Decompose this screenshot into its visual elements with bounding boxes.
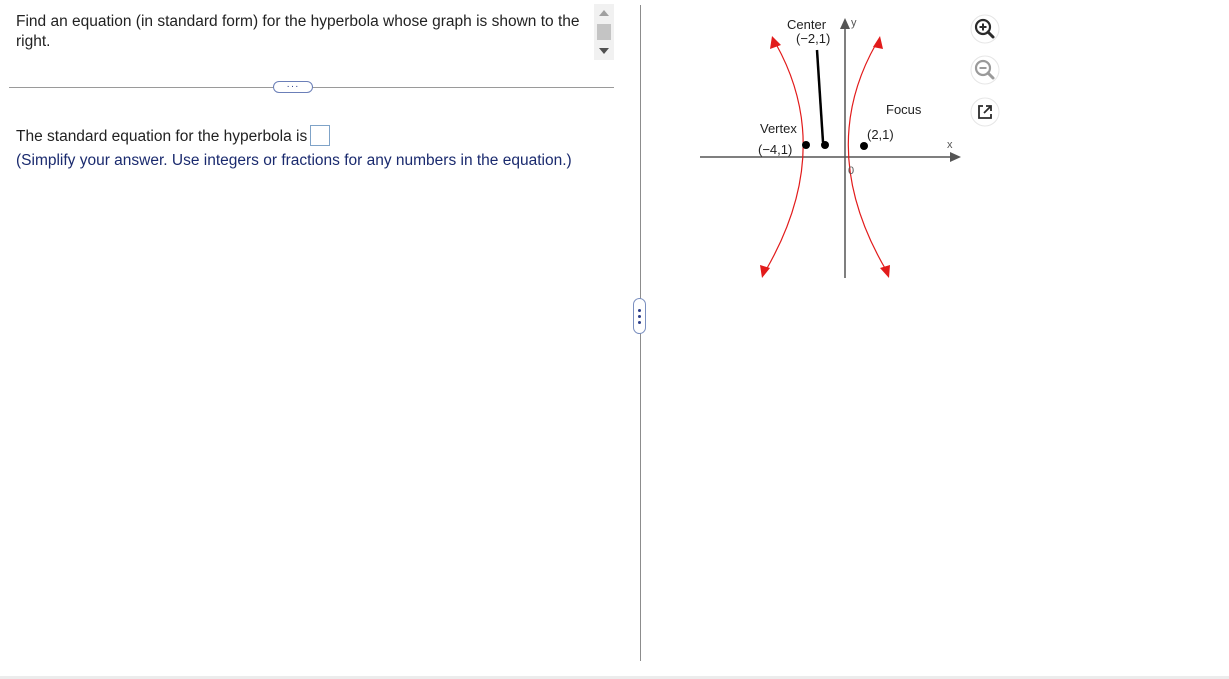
- answer-input[interactable]: [310, 125, 330, 146]
- zoom-in-button[interactable]: [970, 14, 1000, 44]
- x-axis-label: x: [947, 139, 953, 151]
- focus-label: Focus: [886, 102, 922, 117]
- y-axis-arrow-icon: [840, 18, 850, 29]
- vertex-point: [802, 141, 810, 149]
- vertex-label: Vertex: [760, 121, 797, 136]
- center-leader: [817, 50, 823, 142]
- answer-prompt: The standard equation for the hyperbola is: [16, 128, 308, 145]
- hyperbola-graph: [690, 10, 970, 290]
- zoom-out-button[interactable]: [970, 55, 1000, 85]
- focus-point: [860, 142, 868, 150]
- question-text: Find an equation (in standard form) for the hyperbola whose graph is shown to the right.: [16, 13, 580, 50]
- y-axis-label: y: [851, 17, 857, 29]
- origin-label: 0: [848, 165, 855, 177]
- zoom-out-icon: [970, 55, 1000, 85]
- question-scrollbar[interactable]: [594, 4, 614, 60]
- answer-row: [16, 126, 330, 148]
- answer-hint: (Simplify your answer. Use integers or fractions for any numbers in the equation.): [16, 152, 572, 169]
- scroll-up-icon[interactable]: [599, 10, 609, 16]
- pane-resize-handle[interactable]: [633, 298, 646, 334]
- right-top-arrow-icon: [873, 36, 883, 49]
- left-top-arrow-icon: [770, 36, 781, 49]
- scroll-thumb[interactable]: [597, 24, 611, 40]
- focus-coords: (2,1): [867, 127, 894, 142]
- center-label: Center: [787, 17, 827, 32]
- zoom-in-icon: [970, 14, 1000, 44]
- scroll-down-icon[interactable]: [599, 48, 609, 54]
- x-axis-arrow-icon: [950, 152, 961, 162]
- expand-more-button[interactable]: ···: [273, 81, 313, 93]
- popout-icon: [970, 97, 1000, 127]
- center-point: [821, 141, 829, 149]
- left-bottom-arrow-icon: [760, 265, 770, 278]
- center-coords: (−2,1): [796, 31, 831, 46]
- right-bottom-arrow-icon: [880, 265, 890, 278]
- popout-button[interactable]: [970, 97, 1000, 127]
- vertex-coords: (−4,1): [758, 142, 793, 157]
